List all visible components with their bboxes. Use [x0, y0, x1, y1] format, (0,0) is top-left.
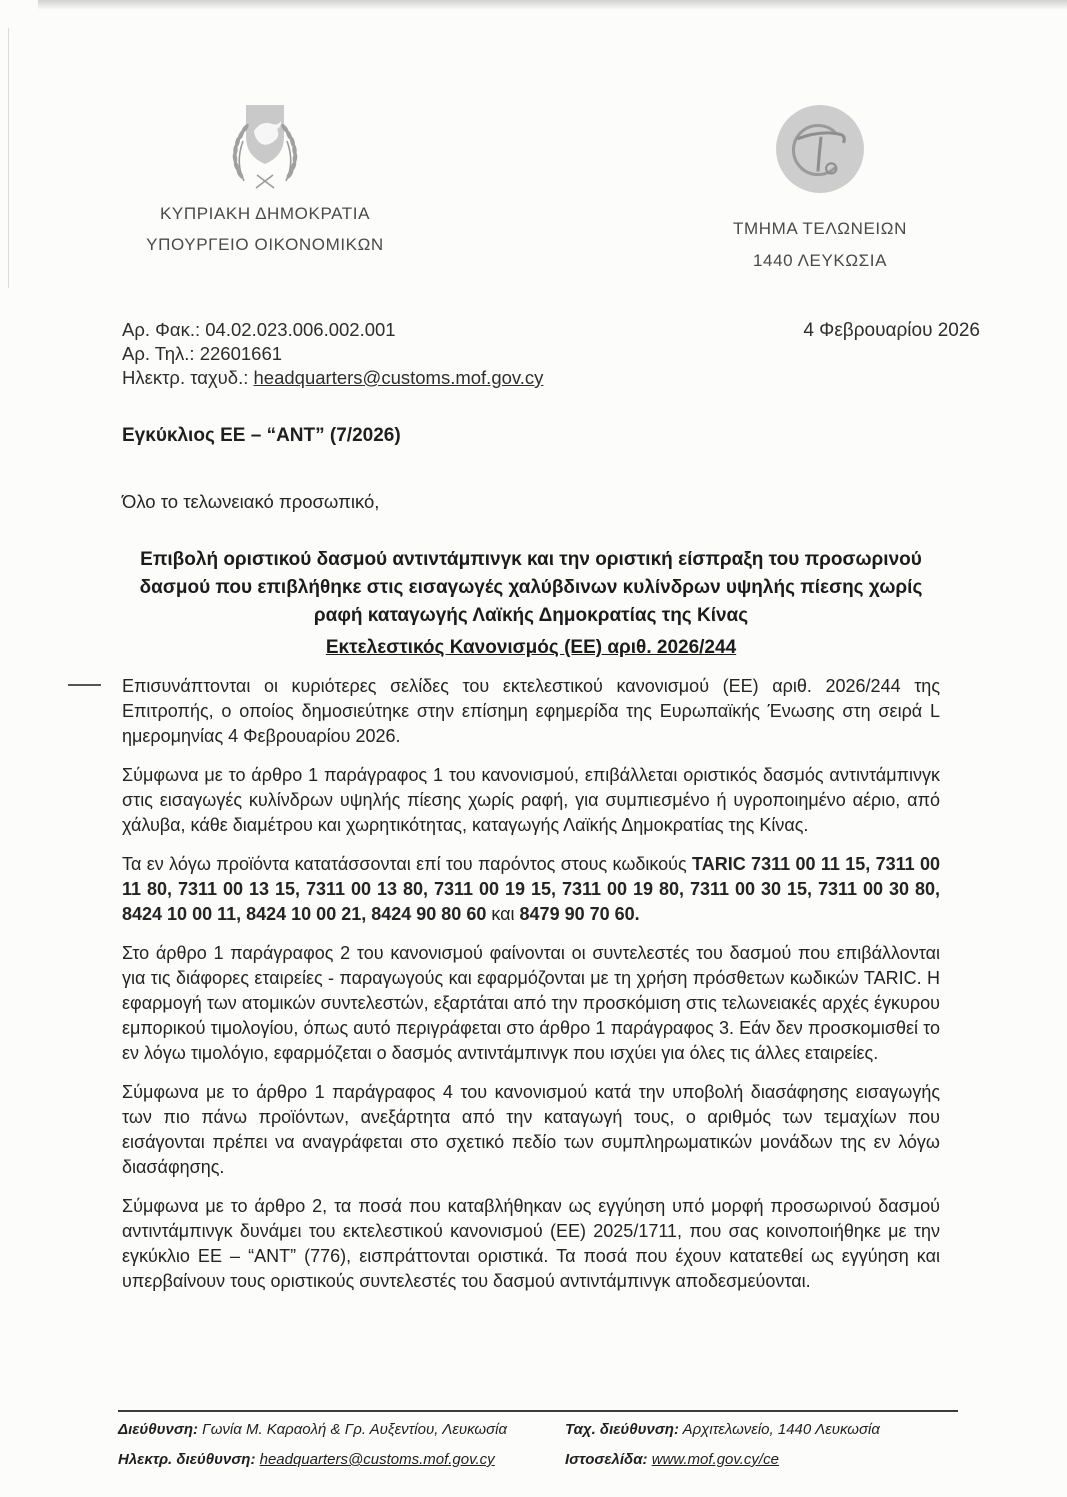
footer-row-1 [118, 1421, 958, 1438]
scan-artifact-top [38, 0, 1067, 10]
footer-website [565, 1451, 958, 1468]
letter-footer [118, 1410, 958, 1468]
republic-title: ΚΥΠΡΙΑΚΗ ΔΗΜΟΚΡΑΤΙΑ [159, 204, 371, 223]
circular-number: Εγκύκλιος ΕΕ – “ΑΝΤ” (7/2026) [122, 425, 401, 446]
subject-title: Επιβολή οριστικού δασμού αντιντάμπινγκ και την οριστική είσπραξη του προσωρινού δασμού που επιβλήθηκε στις εισαγωγές χαλύβδινων κυλίνδρων υψηλής πίεσης χωρίς ραφή καταγωγής Λαϊκής Δημοκρατίας της Κίνας [139, 549, 923, 626]
margin-dash [68, 684, 101, 686]
salutation: Όλο το τελωνειακό προσωπικό, [122, 491, 380, 512]
paragraph-3-taric-codes [122, 852, 940, 927]
paragraphs [122, 674, 940, 1294]
reference-block [122, 318, 682, 390]
subject-regulation: Εκτελεστικός Κανονισμός (ΕΕ) αριθ. 2026/244 [325, 637, 737, 658]
footer-address-value: Γωνία Μ. Καραολή & Γρ. Αυξεντίου, Λευκωσία [197, 1421, 508, 1438]
footer-address-label: Διεύθυνση: [118, 1421, 198, 1438]
paragraph-2: Σύμφωνα με το άρθρο 1 παράγραφος 1 του κανονισμού, επιβάλλεται οριστικός δασμός αντιντάμπινγκ στις εισαγωγές κυλίνδρων υψηλής πίεσης χωρίς ραφή, για συμπιεσμένο ή υγροποιημένο αέριο, από χάλυβα, κάθε διαμέτρου και χωρητικότητας, καταγωγής Λαϊκής Δημοκρατίας της Κίνας. [122, 765, 940, 835]
phone-number: Αρ. Τηλ.: 22601661 [122, 343, 283, 364]
customs-seal-icon [700, 103, 940, 195]
paragraph-5: Σύμφωνα με το άρθρο 1 παράγραφος 4 του κανονισμού κατά την υποβολή διασάφησης εισαγωγής των πιο πάνω προϊόντων, ανεξάρτητα από την καταγωγή τους, ο αριθμός των τεμαχίων που εισάγονται πρέπει να αναγράφεται στο σχετικό πεδίο των συμπληρωματικών μονάδων της εν λόγω διασάφησης. [122, 1082, 940, 1177]
email-line [122, 366, 682, 390]
footer-address [118, 1421, 565, 1438]
footer-row-2 [118, 1451, 958, 1468]
republic-header [145, 95, 385, 255]
footer-email-label: Ηλεκτρ. διεύθυνση: [118, 1451, 260, 1468]
file-number: Αρ. Φακ.: 04.02.023.006.002.001 [122, 319, 396, 340]
footer-email [118, 1451, 565, 1468]
paragraph-6: Σύμφωνα με το άρθρο 2, τα ποσά που καταβλήθηκαν ως εγγύηση υπό μορφή προσωρινού δασμού αντιντάμπινγκ δυνάμει του εκτελεστικού κανονισμού (ΕΕ) 2025/1711, που σας κοινοποιήθηκε με την εγκύκλιο ΕΕ – “ΑΝΤ” (776), εισπράττονται οριστικά. Τα ποσά που έχουν κατατεθεί ως εγγύηση και υπερβαίνουν τους οριστικούς συντελεστές του δασμού αντιντάμπινγκ αποδεσμεύονται. [122, 1196, 940, 1291]
footer-postal-label: Ταχ. διεύθυνση: [565, 1421, 679, 1438]
paragraph-1-text: Επισυνάπτονται οι κυριότερες σελίδες του εκτελεστικού κανονισμού (ΕΕ) αριθ. 2026/244 της Επιτροπής, ο οποίος δημοσιεύτηκε στην επίσημη εφημερίδα της Ευρωπαϊκής Ένωσης στη σειρά L ημερομηνίας 4 Φεβρουαρίου 2026. [122, 676, 940, 746]
department-title: ΤΜΗΜΑ ΤΕΛΩΝΕΙΩΝ [733, 219, 907, 238]
letter-body [122, 425, 940, 1294]
cyprus-coat-of-arms-icon [145, 95, 385, 195]
ministry-title: ΥΠΟΥΡΓΕΙΟ ΟΙΚΟΝΟΜΙΚΩΝ [146, 235, 384, 254]
footer-postal [565, 1421, 958, 1438]
taric-last-code: 8479 90 70 60. [519, 904, 640, 924]
customs-header [700, 103, 940, 271]
paragraph-3-conjunction: και [486, 904, 520, 924]
department-postcode: 1440 ΛΕΥΚΩΣΙΑ [752, 251, 888, 270]
letter-date: 4 Φεβρουαρίου 2026 [803, 320, 980, 341]
paragraph-4: Στο άρθρο 1 παράγραφος 2 του κανονισμού φαίνονται οι συντελεστές του δασμού που επιβάλλονται για τις διάφορες εταιρείες - παραγωγούς και εφαρμόζονται με τη χρήση πρόσθετων κωδικών TARIC. Η εφαρμογή των ατομικών συντελεστών, εξαρτάται από την προσκόμιση στις τελωνειακές αρχές έγκυρου εμπορικού τιμολογίου, όπως αυτό περιγράφεται στο άρθρο 1 παράγραφος 3. Εάν δεν προσκομισθεί το εν λόγω τιμολόγιο, εφαρμόζεται ο δασμός αντιντάμπινγκ που ισχύει για όλες τις άλλες εταιρείες. [122, 943, 940, 1063]
footer-postal-value: Αρχιτελωνείο, 1440 Λευκωσία [678, 1421, 880, 1438]
paragraph-3-intro: Τα εν λόγω προϊόντα κατατάσσονται επί του παρόντος στους κωδικούς [122, 854, 693, 874]
scan-artifact-left [8, 28, 9, 288]
paragraph-1 [122, 674, 940, 749]
footer-website-link[interactable]: www.mof.gov.cy/ce [651, 1451, 779, 1468]
email-label: Ηλεκτρ. ταχυδ.: [122, 367, 254, 388]
taric-codes: TARIC 7311 00 11 15, 7311 00 11 80, 7311 00 13 15, 7311 00 13 80, 7311 00 19 15, 7311 00 19 80, 7311 00 30 15, 7311 00 30 80, 8424 10 00 11, 8424 10 00 21, 8424 90 80 60 [122, 854, 940, 924]
footer-website-label: Ιστοσελίδα: [565, 1451, 652, 1468]
footer-email-link[interactable]: headquarters@customs.mof.gov.cy [259, 1451, 495, 1468]
subject-block [122, 546, 940, 659]
email-link[interactable]: headquarters@customs.mof.gov.cy [253, 367, 544, 388]
